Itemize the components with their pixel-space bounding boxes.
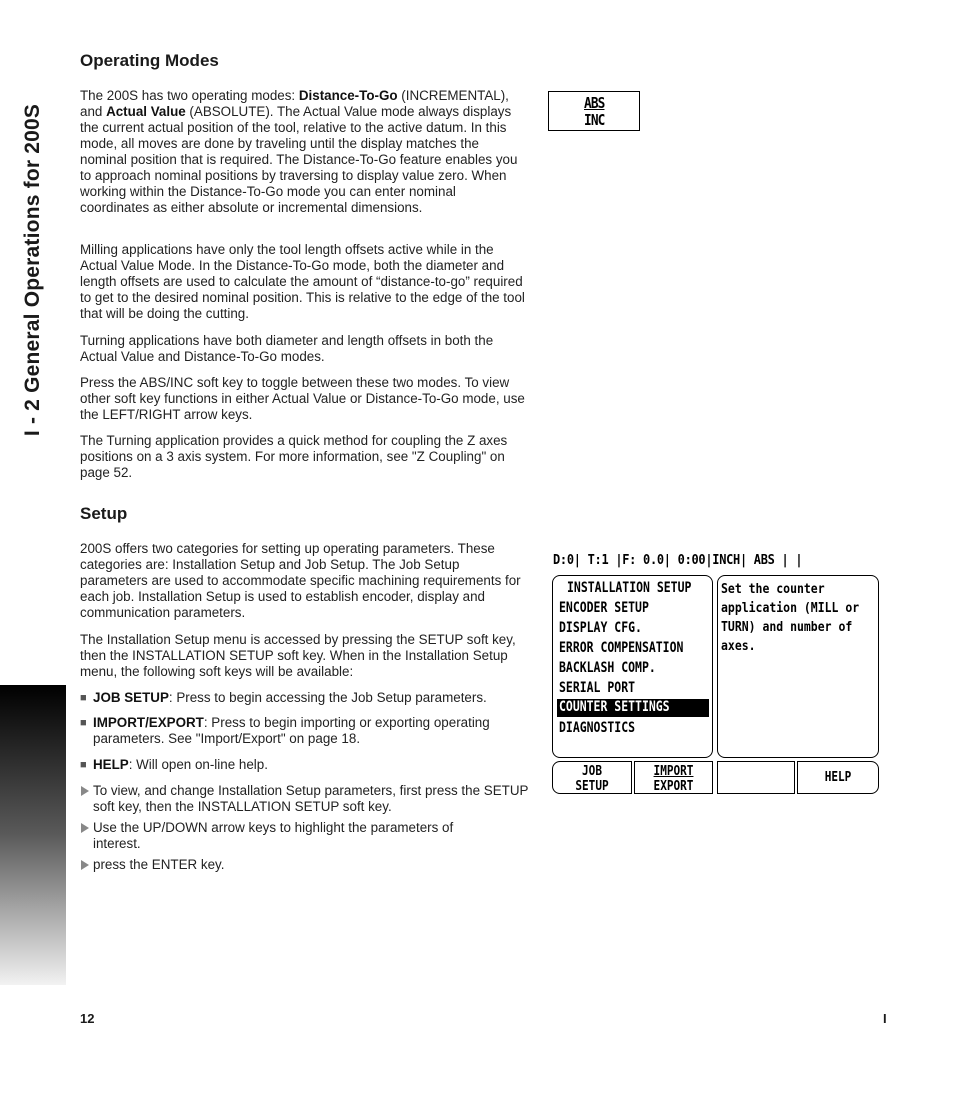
paragraph-setup-intro: 200S offers two categories for setting up operating parameters. These categories are: Installation Setup and Job Setup. The Job Setup parameters are used to accommodate specific machining requirements for each job. Installation Setup is used to establish encoder, display and communication parameters. (80, 541, 521, 620)
paragraph-abs-inc: Press the ABS/INC soft key to toggle between these two modes. To view other soft key functions in either Actual Value or Distance-To-Go mode, use the LEFT/RIGHT arrow keys. (80, 375, 525, 422)
abs-label: ABS (584, 94, 605, 112)
step-enter: press the ENTER key. (80, 857, 530, 873)
heading-operating-modes: Operating Modes (80, 51, 219, 70)
sidebar-title: I - 2 General Operations for 200S (21, 103, 44, 437)
bullet-import-export: ■ IMPORT/EXPORT: Press to begin importing or exporting operating parameters. See "Import/Export" on page 18. (80, 715, 490, 746)
triangle-arrow-icon (81, 786, 89, 796)
sidebar-gradient (0, 685, 66, 985)
menu-item-serial-port[interactable]: SERIAL PORT (559, 680, 636, 696)
section-marker: I (883, 1011, 887, 1026)
paragraph-z-coupling: The Turning application provides a quick method for coupling the Z axes positions on a 3 axis system. For more information, see "Z Coupling" on page 52. (80, 433, 508, 480)
menu-item-error-compensation[interactable]: ERROR COMPENSATION (559, 640, 684, 656)
status-bar: D:0| T:1 |F: 0.0| 0:00|INCH| ABS | | (553, 553, 803, 568)
menu-item-counter-settings[interactable]: COUNTER SETTINGS (557, 699, 709, 717)
menu-item-display-cfg[interactable]: DISPLAY CFG. (559, 620, 642, 636)
inc-label: INC (584, 111, 605, 129)
menu-item-diagnostics[interactable]: DIAGNOSTICS (559, 720, 636, 736)
paragraph-milling: Milling applications have only the tool length offsets active while in the Actual Value Mode. In the Distance-To-Go mode, both the diameter and length offsets are used to calculate the amount of “distance-to-go” required to get to the desired nominal position. This is relative to the edge of the tool that will be doing the cutting. (80, 242, 525, 321)
bullet-job-setup: ■ JOB SETUP: Press to begin accessing the Job Setup parameters. (80, 690, 487, 705)
triangle-arrow-icon (81, 860, 89, 870)
square-bullet-icon: ■ (80, 717, 87, 729)
abs-inc-softkey (548, 91, 640, 131)
sidebar (0, 0, 66, 985)
import-export-softkey[interactable]: IMPORT EXPORT (634, 761, 713, 794)
bullet-help: ■ HELP: Will open on-line help. (80, 757, 268, 772)
menu-item-backlash-comp[interactable]: BACKLASH COMP. (559, 660, 656, 676)
menu-title: INSTALLATION SETUP (567, 580, 692, 596)
job-setup-softkey[interactable]: JOB SETUP (552, 761, 632, 794)
step-view-change: To view, and change Installation Setup parameters, first press the SETUP soft key, then the INSTALLATION SETUP soft key. (80, 783, 530, 815)
help-panel (717, 575, 879, 758)
help-text: Set the counter application (MILL or TURN) and number of axes. (721, 581, 860, 654)
installation-setup-menu (552, 575, 713, 758)
triangle-arrow-icon (81, 823, 89, 833)
menu-item-encoder-setup[interactable]: ENCODER SETUP (559, 600, 649, 616)
step-highlight: Use the UP/DOWN arrow keys to highlight the parameters of interest. (80, 820, 475, 852)
square-bullet-icon: ■ (80, 692, 87, 704)
page-number: 12 (80, 1011, 95, 1026)
heading-setup: Setup (80, 504, 128, 523)
paragraph-turning: Turning applications have both diameter and length offsets in both the Actual Value and Distance-To-Go modes. (80, 333, 494, 364)
paragraph-modes-intro: The 200S has two operating modes: Distance-To-Go (INCREMENTAL), and Actual Value (ABSOLUTE). The Actual Value mode always displays the current actual position of the tool, relative to the active datum. In this mode, all moves are done by traveling until the display matches the nominal position that is required. The Distance-To-Go feature enables you to approach nominal positions by traversing to display value zero. When working within the Distance-To-Go mode you can enter nominal coordinates as either absolute or incremental dimensions. (80, 88, 518, 215)
blank-softkey[interactable] (717, 761, 795, 794)
help-softkey[interactable]: HELP (797, 761, 879, 794)
paragraph-setup-menu: The Installation Setup menu is accessed by pressing the SETUP soft key, then the INSTALLATION SETUP soft key. When in the Installation Setup menu, the following soft keys will be available: (80, 632, 516, 679)
square-bullet-icon: ■ (80, 759, 87, 771)
